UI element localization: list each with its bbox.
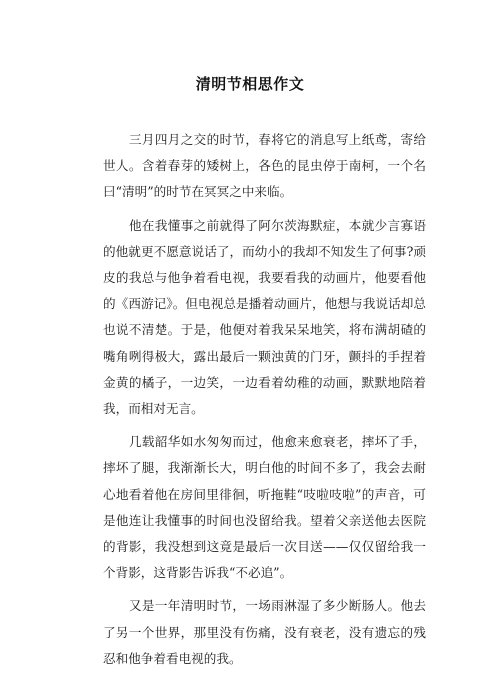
paragraph-4: 又是一年清明时节，一场雨淋湿了多少断肠人。他去了另一个世界，那里没有伤痛，没有衰老，没有遗忘的残忍和他争着看电视的我。: [103, 598, 426, 666]
paragraph-1: 三月四月之交的时节，春将它的消息写上纸鸢，寄给世人。含着春芽的矮树上，各色的昆虫停于南柯，一个名曰“清明”的时节在冥冥之中来临。: [103, 132, 426, 200]
document-title: 清明节相思作文: [195, 75, 305, 93]
document-body: [103, 127, 426, 679]
paragraph-3: 几载韶华如水匆匆而过，他愈来愈衰老，摔坏了手，摔坏了腿，我渐渐长大，明白他的时间不多了，我会去耐心地看着他在房间里徘徊，听拖鞋“吱啦吱啦”的声音，可是他连让我懂事的时间也没留给我。望着父亲送他去医院的背影，我没想到这竟是最后一次目送——仅仅留给我一个背影，这背影告诉我“不必追”。: [103, 434, 426, 581]
paragraph-2: 他在我懂事之前就得了阿尔茨海默症，本就少言寡语的他就更不愿意说话了，而幼小的我却不知发生了何事?顽皮的我总与他争着看电视，我要看我的动画片，他要看他的《西游记》。但电视总是播着动画片，他想与我说话却总也说不清楚。于是，他便对着我呆呆地笑，将布满胡碴的嘴角咧得极大，露出最后一颗浊黄的门牙，颤抖的手捏着金黄的橘子，一边笑，一边看着幼稚的动画，默默地陪着我，而相对无言。: [103, 217, 426, 417]
